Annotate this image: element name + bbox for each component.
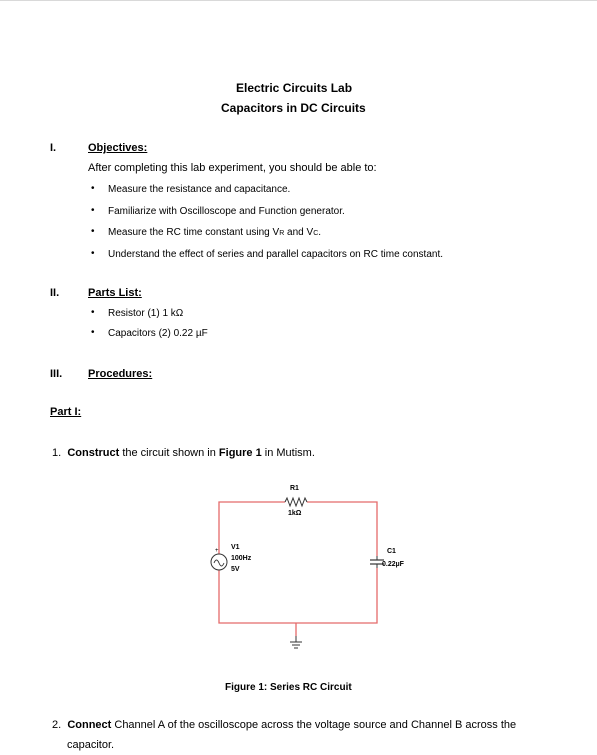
step-text: Channel A of the oscilloscope across the voltage source and Channel B across the: [111, 719, 517, 731]
ground-icon: [290, 636, 302, 648]
wire-bottom: [219, 568, 377, 623]
resistor-symbol: [285, 498, 307, 506]
step-verb: Construct: [67, 447, 120, 459]
bullet-icon: •: [91, 307, 95, 318]
step-text: the circuit shown in: [119, 447, 219, 459]
figure-reference: Figure 1: [218, 447, 262, 459]
page-top-border: [0, 0, 597, 1]
step-text: in Mutism.: [261, 447, 315, 459]
circuit-wires: [219, 502, 377, 636]
section-heading-procedures: Procedures:: [88, 368, 153, 380]
resistor-name: R1: [290, 485, 299, 492]
part-one-heading: Part I:: [50, 406, 82, 418]
step-number: 1.: [52, 447, 62, 459]
procedure-step-1: [52, 447, 315, 459]
subscript-r: R: [279, 230, 285, 237]
objective-item: Understand the effect of series and parallel capacitors on RC time constant.: [108, 249, 443, 260]
wire-left-top: [219, 502, 285, 554]
procedure-step-2: [52, 719, 516, 731]
part-item: Capacitors (2) 0.22 µF: [108, 328, 208, 339]
procedure-step-2-continued: capacitor.: [67, 739, 115, 751]
section-number-procedures: III.: [50, 368, 63, 380]
wire-right-top: [307, 502, 377, 556]
step-verb: Connect: [67, 719, 112, 731]
capacitor-value: 0.22µF: [382, 561, 404, 568]
source-name: V1: [231, 544, 240, 551]
source-amplitude: 5V: [231, 566, 240, 573]
capacitor-c1: [370, 548, 405, 568]
document-subtitle: Capacitors in DC Circuits: [221, 101, 366, 115]
resistor-value: 1kΩ: [288, 510, 302, 517]
section-number-objectives: I.: [50, 142, 57, 154]
bullet-icon: •: [91, 205, 95, 216]
objective-item-text: Measure the RC time constant using V: [108, 227, 280, 238]
objective-item-text: and V: [284, 227, 314, 238]
bullet-icon: •: [91, 183, 95, 194]
objectives-intro: After completing this lab experiment, you should be able to:: [88, 162, 377, 174]
objective-item: Familiarize with Oscilloscope and Function generator.: [108, 206, 345, 217]
part-item: Resistor (1) 1 kΩ: [108, 308, 184, 319]
capacitor-name: C1: [387, 548, 396, 555]
section-number-parts: II.: [50, 287, 60, 299]
objective-item: Measure the resistance and capacitance.: [108, 184, 291, 195]
voltage-source-v1: [211, 544, 252, 573]
objective-item-text: .: [318, 227, 322, 238]
bullet-icon: •: [91, 327, 95, 338]
step-number: 2.: [52, 719, 62, 731]
resistor-r1: [285, 485, 307, 517]
bullet-icon: •: [91, 226, 95, 237]
bullet-icon: •: [91, 248, 95, 259]
source-plus-sign: +: [215, 548, 219, 554]
section-heading-objectives: Objectives:: [88, 142, 148, 154]
rc-circuit-diagram: [195, 478, 415, 668]
document-title: Electric Circuits Lab: [236, 81, 353, 95]
source-frequency: 100Hz: [231, 555, 252, 562]
figure-caption: Figure 1: Series RC Circuit: [225, 682, 352, 693]
section-heading-parts: Parts List:: [88, 287, 142, 299]
subscript-c: C: [313, 230, 319, 237]
objective-item: [108, 227, 321, 238]
